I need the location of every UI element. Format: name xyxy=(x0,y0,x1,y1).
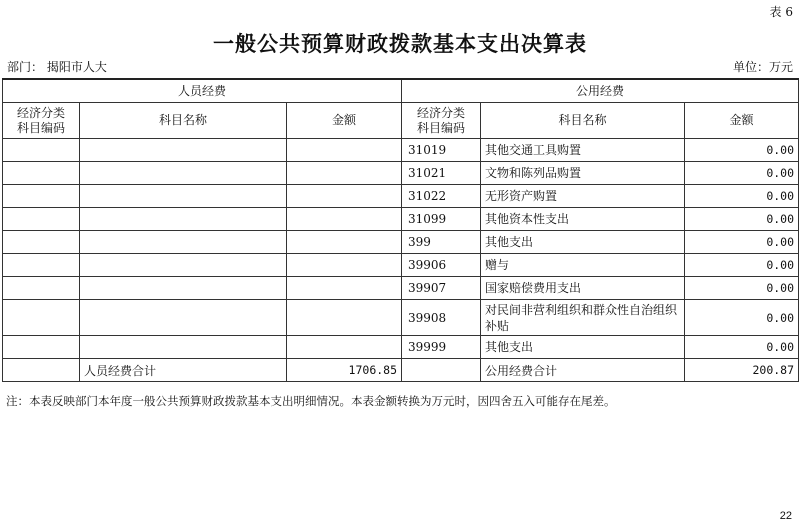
row-name: 无形资产购置 xyxy=(481,185,685,208)
table-row xyxy=(3,208,799,231)
public-section-header: 公用经费 xyxy=(402,79,799,103)
table-row xyxy=(3,139,799,162)
empty-cell xyxy=(287,185,402,208)
empty-cell xyxy=(287,336,402,359)
row-name: 其他资本性支出 xyxy=(481,208,685,231)
empty-cell xyxy=(80,336,287,359)
row-code: 31019 xyxy=(402,139,481,162)
row-amount: 0.00 xyxy=(685,300,799,336)
personnel-total-label: 人员经费合计 xyxy=(80,359,287,382)
row-name: 其他支出 xyxy=(481,231,685,254)
public-amount-header: 金额 xyxy=(685,103,799,139)
empty-cell xyxy=(3,139,80,162)
empty-cell xyxy=(80,162,287,185)
empty-cell xyxy=(3,162,80,185)
row-amount: 0.00 xyxy=(685,139,799,162)
empty-cell xyxy=(3,185,80,208)
row-amount: 0.00 xyxy=(685,162,799,185)
row-code: 399 xyxy=(402,231,481,254)
empty-cell xyxy=(80,208,287,231)
row-amount: 0.00 xyxy=(685,254,799,277)
empty-cell xyxy=(80,300,287,336)
row-code: 31022 xyxy=(402,185,481,208)
empty-cell xyxy=(287,277,402,300)
row-name: 国家赔偿费用支出 xyxy=(481,277,685,300)
empty-cell xyxy=(80,277,287,300)
expenditure-table xyxy=(2,78,799,382)
public-total-label: 公用经费合计 xyxy=(481,359,685,382)
empty-cell xyxy=(3,254,80,277)
table-row xyxy=(3,185,799,208)
row-amount: 0.00 xyxy=(685,185,799,208)
public-total-amount: 200.87 xyxy=(685,359,799,382)
row-code: 39999 xyxy=(402,336,481,359)
table-row xyxy=(3,277,799,300)
empty-cell xyxy=(3,231,80,254)
table-row xyxy=(3,231,799,254)
row-name: 对民间非营利组织和群众性自治组织补贴 xyxy=(481,300,685,336)
empty-cell xyxy=(287,300,402,336)
empty-cell xyxy=(3,277,80,300)
row-code: 31099 xyxy=(402,208,481,231)
row-code: 39906 xyxy=(402,254,481,277)
row-amount: 0.00 xyxy=(685,231,799,254)
total-empty-cell xyxy=(3,359,80,382)
empty-cell xyxy=(287,139,402,162)
empty-cell xyxy=(287,208,402,231)
empty-cell xyxy=(3,300,80,336)
empty-cell xyxy=(3,208,80,231)
row-name: 其他交通工具购置 xyxy=(481,139,685,162)
table-number-label: 表 6 xyxy=(769,5,793,19)
personnel-code-header: 经济分类 科目编码 xyxy=(3,103,80,139)
personnel-amount-header: 金额 xyxy=(287,103,402,139)
empty-cell xyxy=(287,254,402,277)
row-name: 文物和陈列品购置 xyxy=(481,162,685,185)
row-amount: 0.00 xyxy=(685,208,799,231)
empty-cell xyxy=(287,231,402,254)
row-name: 其他支出 xyxy=(481,336,685,359)
page-number: 22 xyxy=(779,510,792,522)
empty-cell xyxy=(80,254,287,277)
footnote: 注：本表反映部门本年度一般公共预算财政拨款基本支出明细情况。本表金额转换为万元时，因四舍五入可能存在尾差。 xyxy=(6,394,616,408)
row-name: 赠与 xyxy=(481,254,685,277)
row-code: 39908 xyxy=(402,300,481,336)
empty-cell xyxy=(80,139,287,162)
empty-cell xyxy=(3,336,80,359)
personnel-section-header: 人员经费 xyxy=(3,79,402,103)
table-row xyxy=(3,336,799,359)
public-code-header: 经济分类 科目编码 xyxy=(402,103,481,139)
department-label: 部门： 揭阳市人大 xyxy=(7,60,107,74)
row-amount: 0.00 xyxy=(685,277,799,300)
empty-cell xyxy=(80,231,287,254)
personnel-total-amount: 1706.85 xyxy=(287,359,402,382)
row-amount: 0.00 xyxy=(685,336,799,359)
table-row xyxy=(3,300,799,336)
row-code: 39907 xyxy=(402,277,481,300)
personnel-name-header: 科目名称 xyxy=(80,103,287,139)
table-row xyxy=(3,162,799,185)
table-row xyxy=(3,254,799,277)
public-name-header: 科目名称 xyxy=(481,103,685,139)
empty-cell xyxy=(80,185,287,208)
page-title: 一般公共预算财政拨款基本支出决算表 xyxy=(213,31,587,56)
unit-label: 单位：万元 xyxy=(732,60,793,74)
empty-cell xyxy=(287,162,402,185)
row-code: 31021 xyxy=(402,162,481,185)
total-empty-cell xyxy=(402,359,481,382)
